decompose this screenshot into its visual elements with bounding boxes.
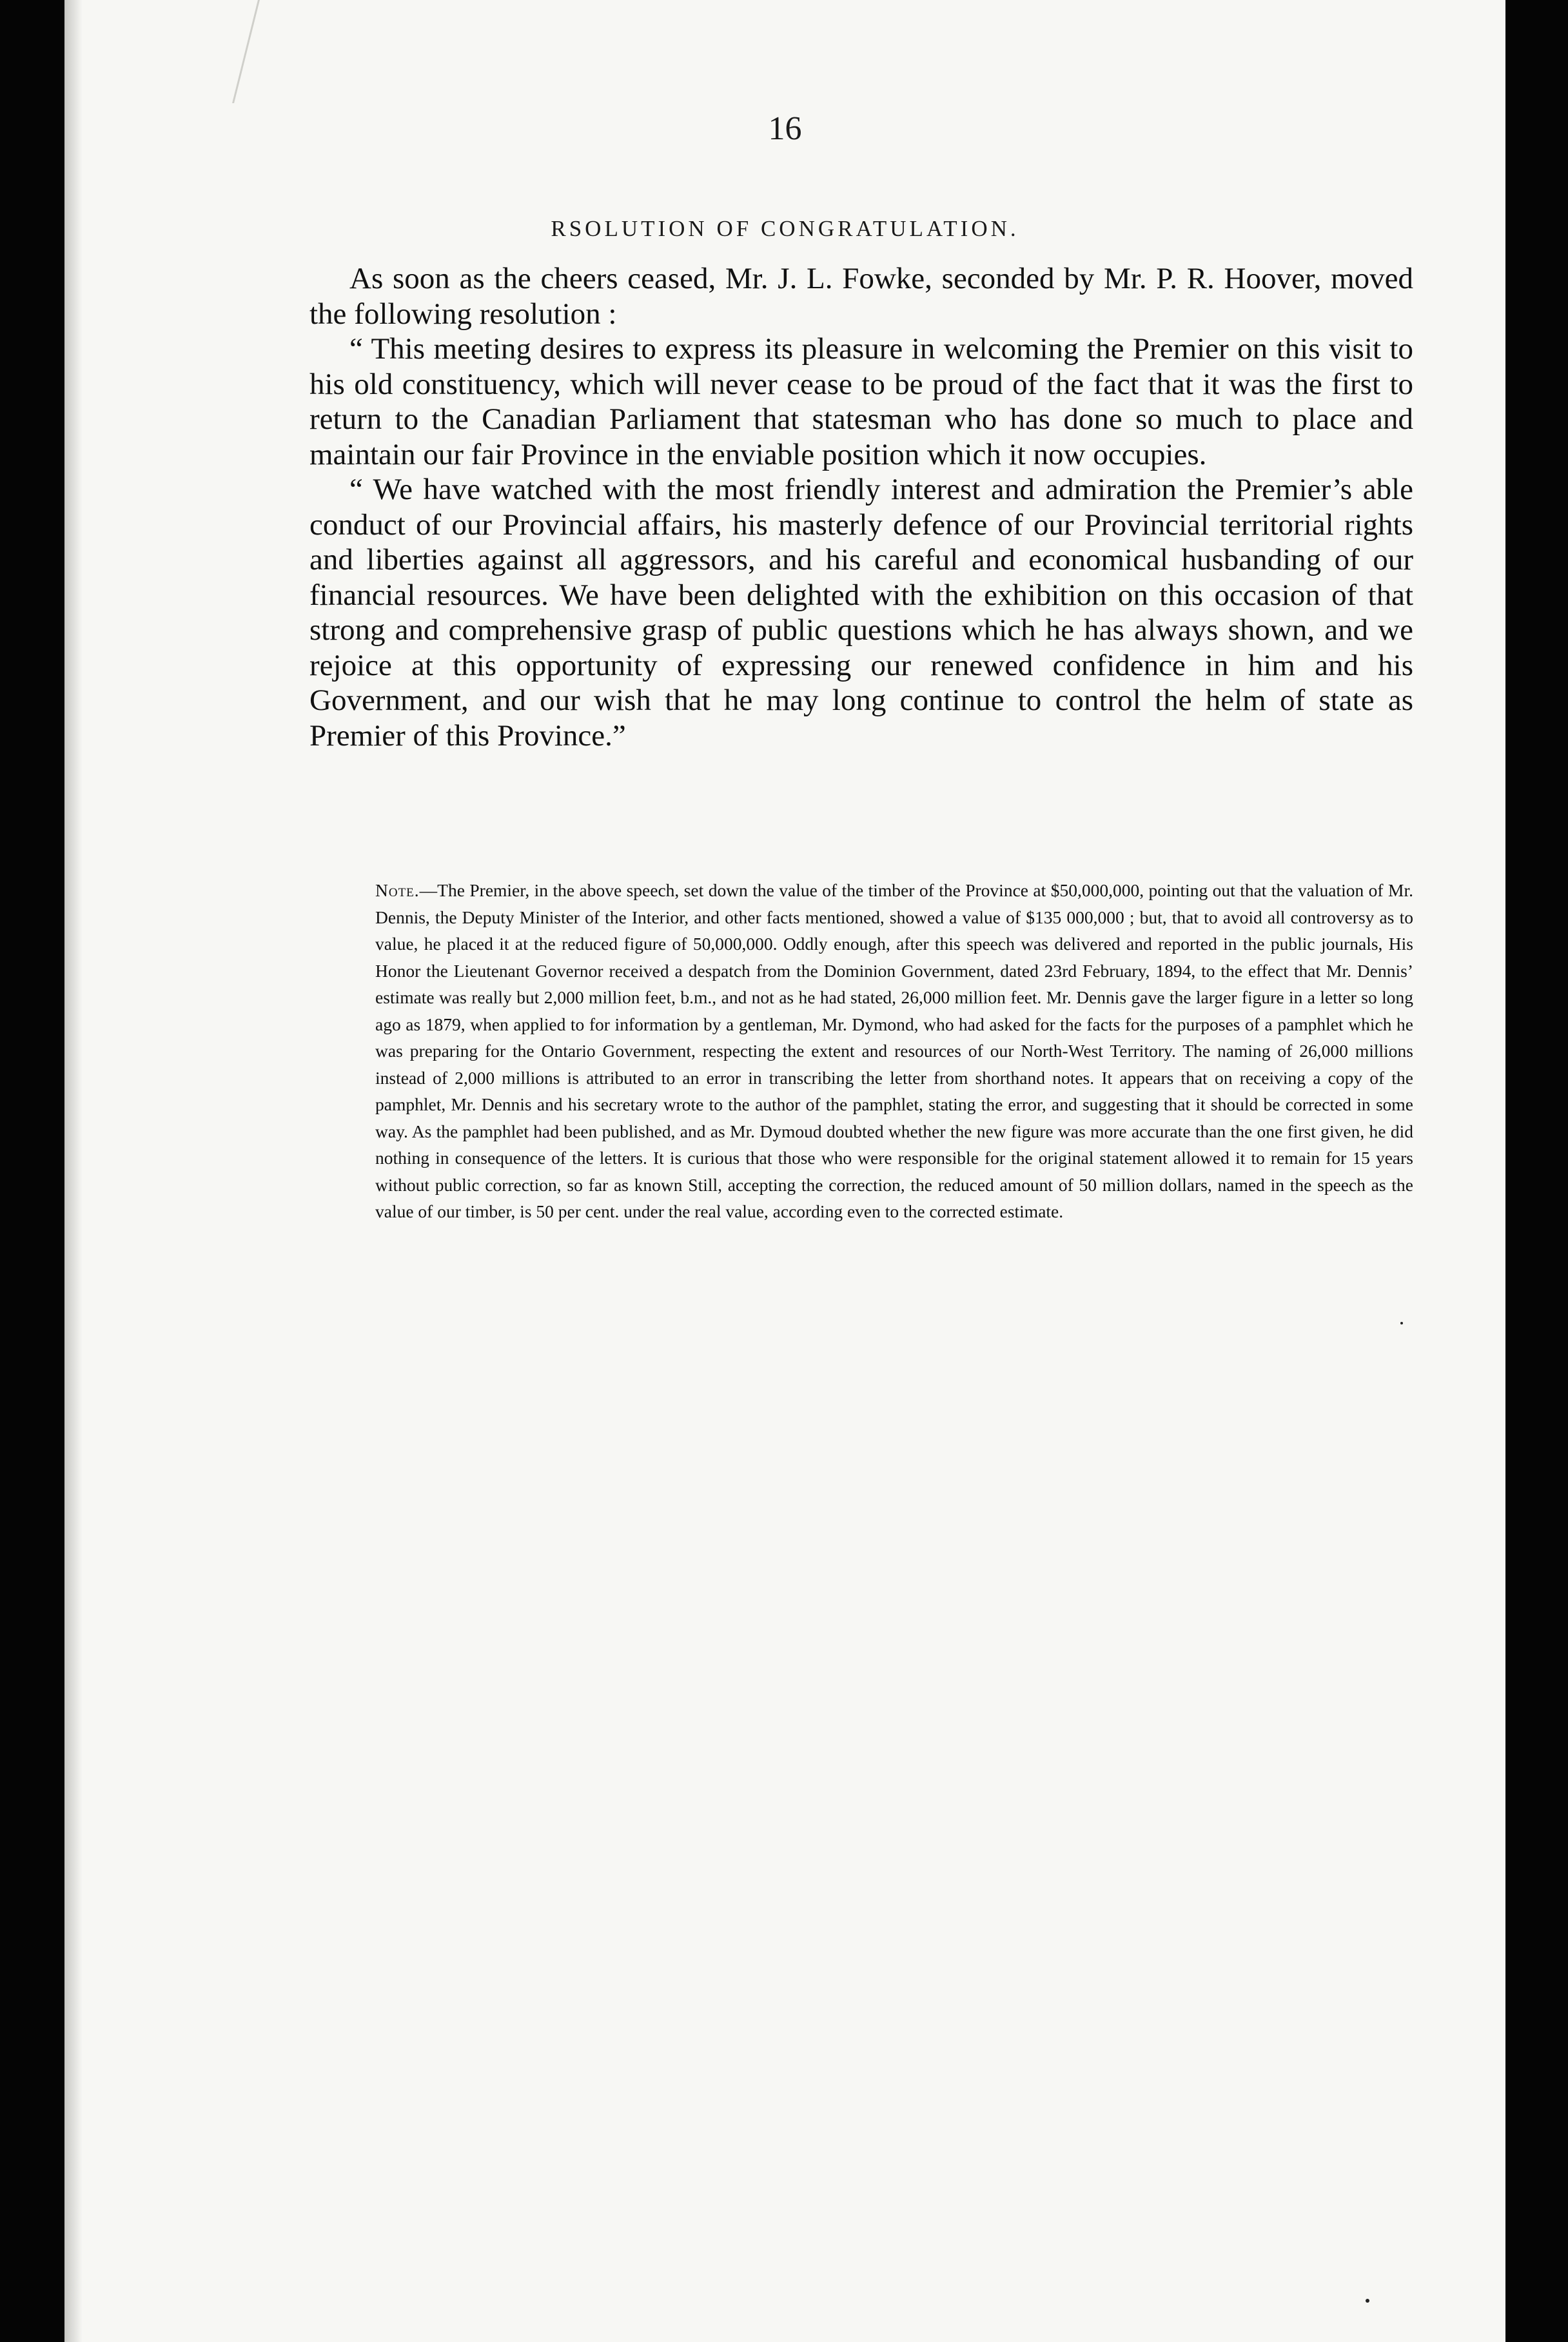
- footnote: [375, 877, 1413, 1225]
- resolution-paragraph-2: “ We have watched with the most friendly interest and admiration the Premier’s able conduct of our Provincial affairs, his masterly defence of our Provincial territorial rights and liberties against all aggressors, and his careful and economical husbanding of our financial resources. We have been delighted with the exhibition on this occasion of that strong and comprehensive grasp of public questions which he has always shown, and we rejoice at this opportunity of expressing our renewed confidence in him and his Government, and our wish that he may long continue to control the helm of state as Premier of this Province.”: [309, 473, 1413, 753]
- ink-speck: [1400, 1322, 1403, 1324]
- footnote-label: Note.: [375, 880, 420, 900]
- ink-speck: [1366, 2299, 1369, 2303]
- page-number: 16: [768, 110, 802, 147]
- footnote-text: —The Premier, in the above speech, set down the value of the timber of the Province at $50,000,000, pointing out that the valuation of Mr. Dennis, the Deputy Minister of the Interior, and other facts mentioned, showed a value of $135 000,000 ; but, that to avoid all controversy as to value, he placed it at the reduced figure of 50,000,000. Oddly enough, after this speech was delivered and reported in the public journals, His Honor the Lieutenant Governor received a despatch from the Dominion Government, dated 23rd February, 1894, to the effect that Mr. Dennis’ estimate was really but 2,000 million feet, b.m., and not as he had stated, 26,000 million feet. Mr. Dennis gave the larger figure in a letter so long ago as 1879, when applied to for information by a gentleman, Mr. Dymond, who had asked for the facts for the purposes of a pamphlet which he was preparing for the Ontario Government, respecting the extent and resources of our North-West Territory. The naming of 26,000 millions instead of 2,000 millions is attributed to an error in transcribing the letter from shorthand notes. It appears that on receiving a copy of the pamphlet, Mr. Dennis and his secretary wrote to the author of the pamphlet, stating the error, and suggesting that it should be corrected in some way. As the pamphlet had been published, and as Mr. Dymoud doubted whether the new figure was more accurate than the one first given, he did nothing in consequence of the letters. It is curious that those who were responsible for the original statement allowed it to remain for 15 years without public correction, so far as known Still, accepting the correction, the reduced amount of 50 million dollars, named in the speech as the value of our timber, is 50 per cent. under the real value, according even to the corrected estimate.: [375, 880, 1413, 1221]
- footnote-paragraph: [375, 877, 1413, 1225]
- section-heading: RSOLUTION OF CONGRATULATION.: [551, 216, 1019, 241]
- intro-paragraph: As soon as the cheers ceased, Mr. J. L. Fowke, seconded by Mr. P. R. Hoover, moved the following resolution :: [309, 262, 1413, 331]
- resolution-body: [309, 261, 1413, 753]
- page-sheet: [64, 0, 1505, 2342]
- resolution-paragraph-1: “ This meeting desires to express its pleasure in welcoming the Premier on this visit to his old constituency, which will never cease to be proud of the fact that it was the first to return to the Canadian Parliament that statesman who has done so much to place and maintain our fair Province in the enviable position which it now occupies.: [309, 332, 1413, 471]
- page-crease: [148, 0, 260, 103]
